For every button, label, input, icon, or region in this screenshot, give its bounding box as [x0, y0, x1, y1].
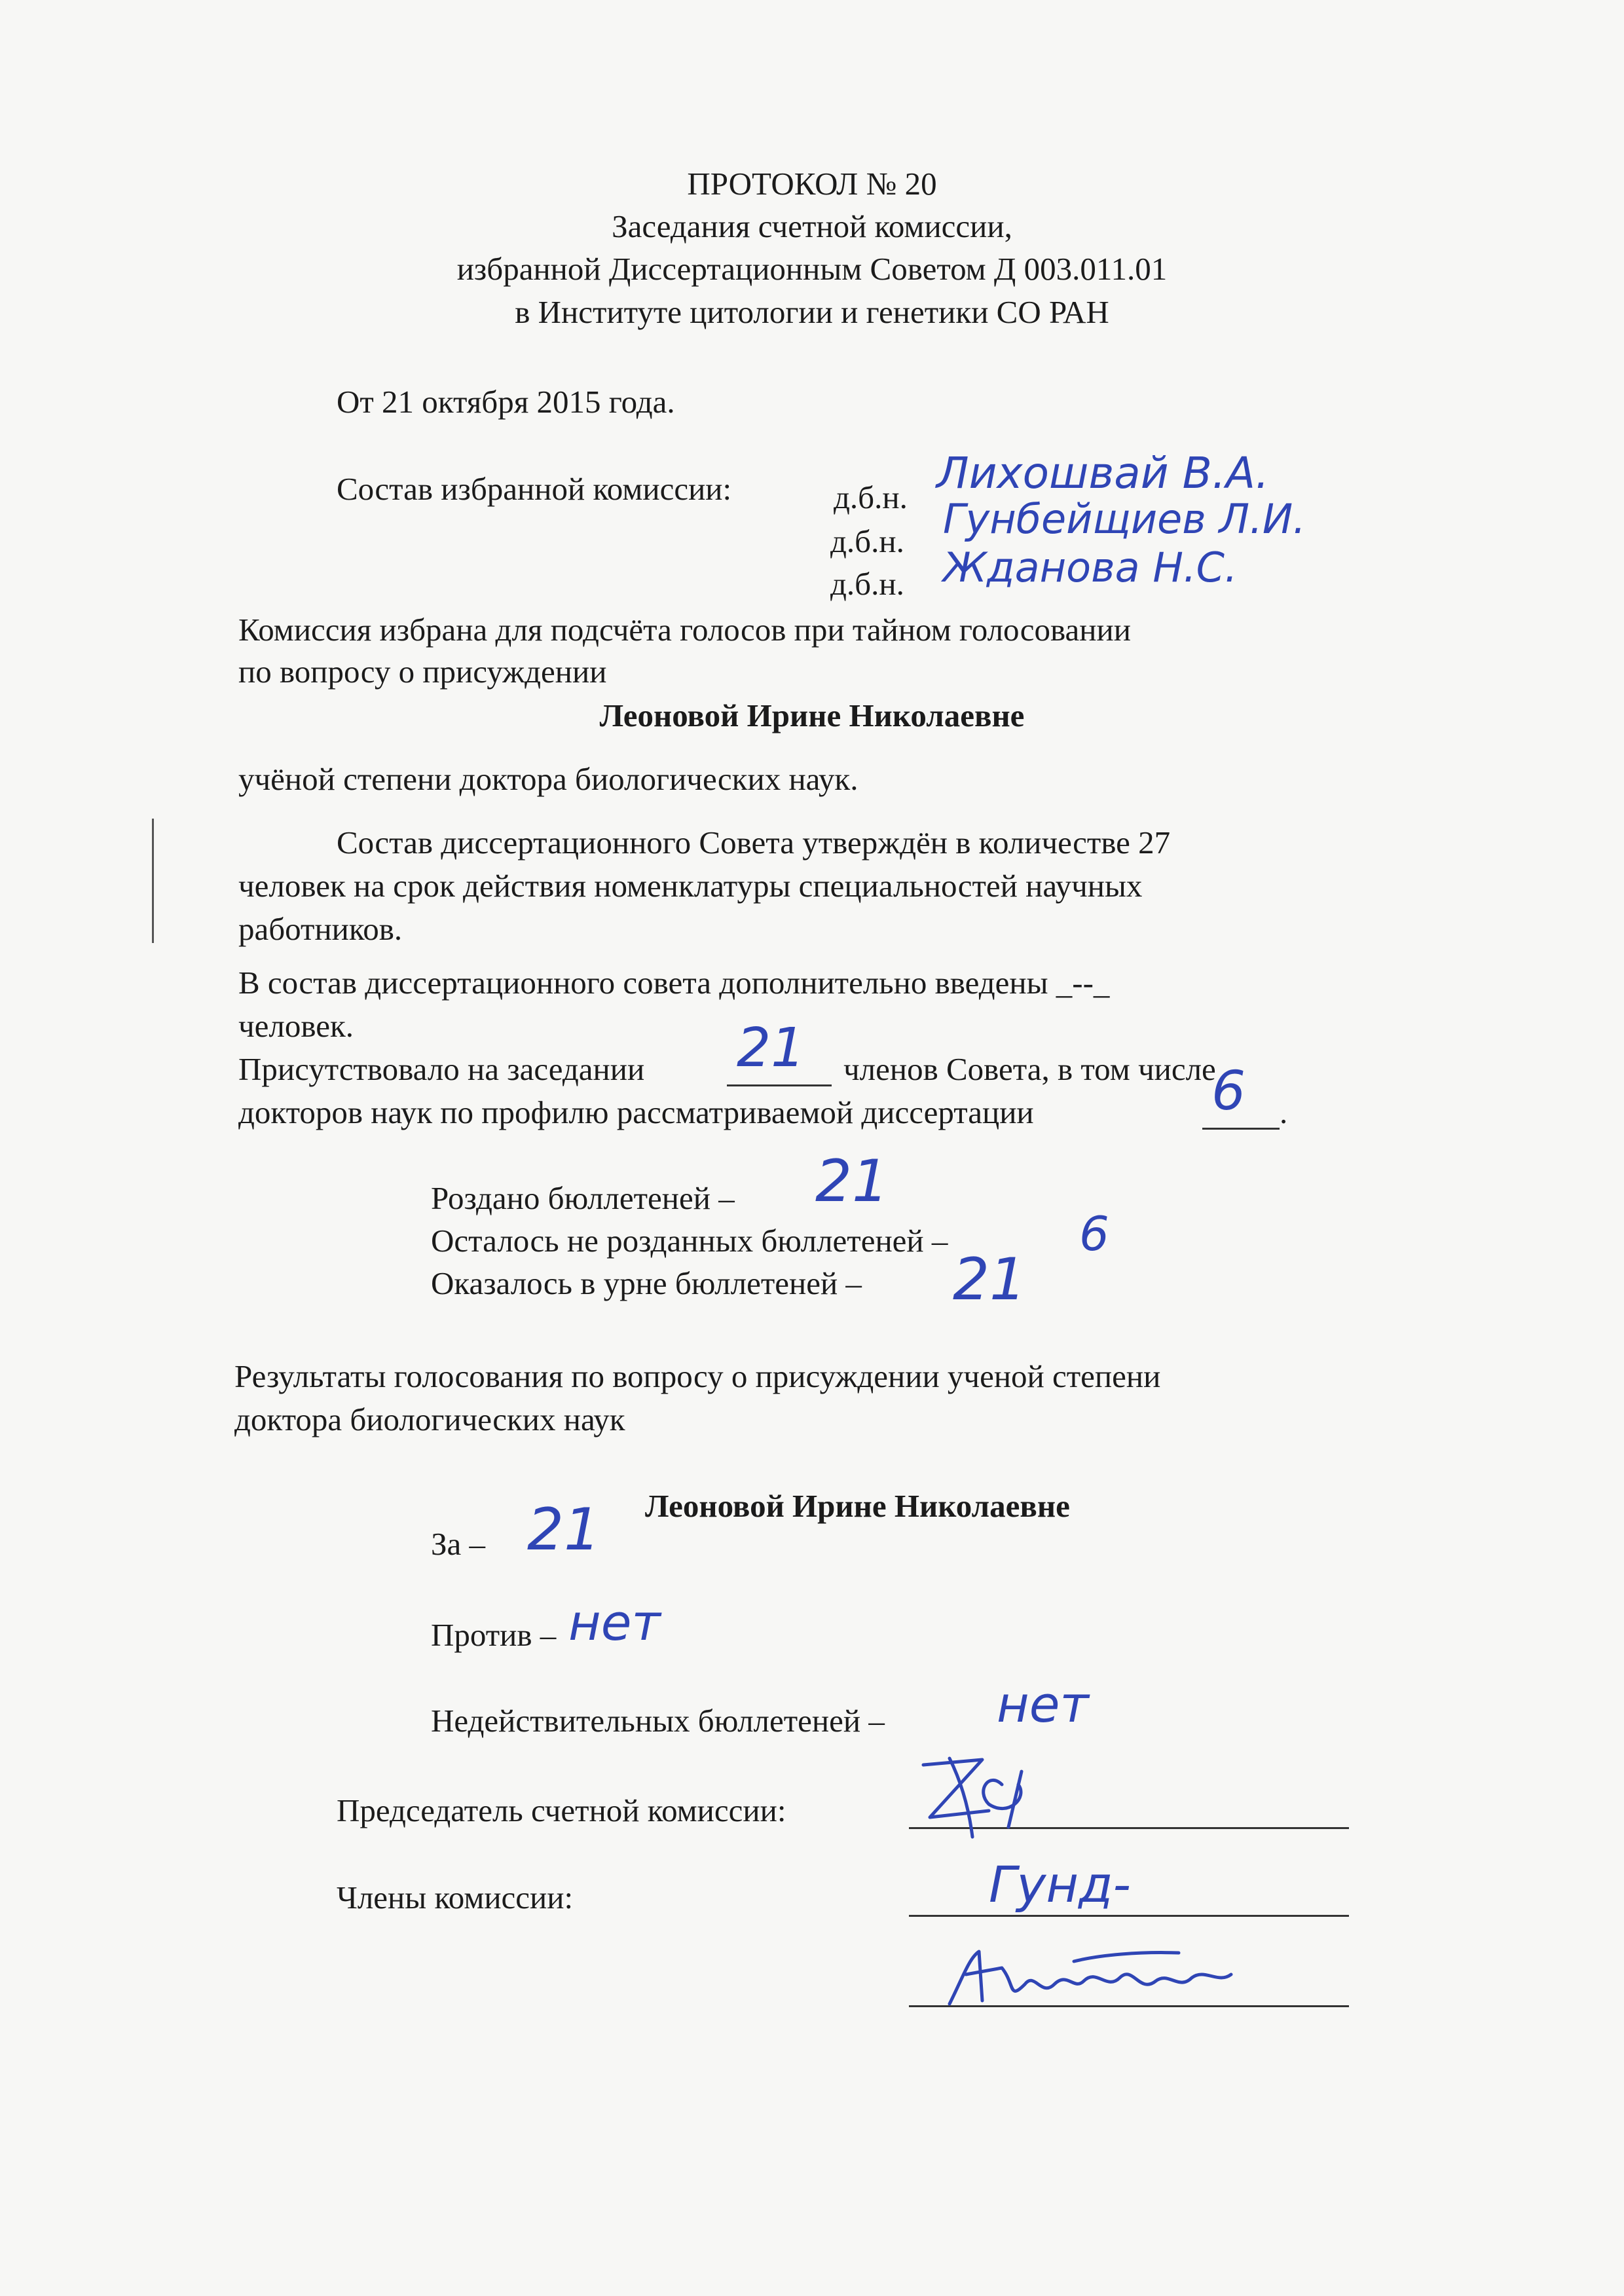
commission-label: Состав избранной комиссии:	[337, 471, 732, 507]
margin-mark	[152, 819, 154, 943]
institute-line: в Институте цитологии и генетики СО РАН	[515, 294, 1109, 330]
ballots-issued-value-handwritten: 21	[815, 1147, 889, 1215]
present-underline	[727, 1084, 832, 1086]
ballots-remaining-label: Осталось не розданных бюллетеней –	[431, 1223, 948, 1259]
purpose-line: по вопросу о присуждении	[238, 654, 607, 690]
member-signature-handwritten: Гунд-	[989, 1855, 1131, 1914]
doctors-label: докторов наук по профилю рассматриваемой диссертации	[238, 1094, 1034, 1130]
vote-for-value-handwritten: 21	[527, 1496, 600, 1563]
members-label: Члены комиссии:	[337, 1879, 574, 1916]
document-date: От 21 октября 2015 года.	[337, 384, 675, 420]
present-after: членов Совета, в том числе	[843, 1051, 1216, 1087]
present-label: Присутствовало на заседании	[238, 1051, 645, 1087]
commission-member-name-handwritten: Гунбейщиев Л.И.	[943, 495, 1306, 543]
invalid-ballots-label: Недействительных бюллетеней –	[431, 1703, 885, 1739]
present-value-handwritten: 21	[737, 1017, 805, 1079]
ballots-issued-label: Роздано бюллетеней –	[431, 1180, 735, 1216]
ballots-urn-label: Оказалось в урне бюллетеней –	[431, 1265, 862, 1301]
candidate-name: Леоновой Ирине Николаевне	[599, 697, 1025, 733]
commission-member-degree: д.б.н.	[830, 566, 904, 602]
results-line: Результаты голосования по вопросу о присуждении ученой степени	[234, 1358, 1161, 1394]
vote-against-value-handwritten: нет	[568, 1593, 661, 1652]
commission-member-degree: д.б.н.	[830, 523, 904, 559]
vote-against-label: Против –	[431, 1617, 557, 1653]
member-signature-line	[909, 1915, 1349, 1917]
document-title: ПРОТОКОЛ № 20	[687, 166, 937, 202]
results-candidate-name: Леоновой Ирине Николаевне	[645, 1488, 1070, 1524]
ballots-remaining-value-handwritten: 6	[1079, 1206, 1109, 1261]
commission-member-degree: д.б.н.	[834, 479, 908, 515]
council-line: избранной Диссертационным Советом Д 003.011.01	[456, 251, 1168, 287]
council-text: работников.	[238, 911, 403, 947]
council-text: человек на срок действия номенклатуры специальностей научных	[238, 868, 1143, 904]
commission-member-name-handwritten: Лихошвай В.А.	[936, 448, 1269, 498]
results-line: доктора биологических наук	[234, 1401, 625, 1437]
council-text: человек.	[238, 1008, 354, 1044]
invalid-ballots-value-handwritten: нет	[997, 1675, 1089, 1733]
member-signature	[943, 1938, 1283, 2017]
ballots-urn-value-handwritten: 21	[953, 1246, 1026, 1313]
degree-line: учёной степени доктора биологических наук.	[238, 761, 858, 797]
council-text: Состав диссертационного Совета утверждён в количестве 27	[337, 824, 1171, 861]
chair-signature	[910, 1745, 1080, 1843]
chair-label: Председатель счетной комиссии:	[337, 1792, 786, 1828]
doctors-after: .	[1280, 1094, 1288, 1130]
council-text: В состав диссертационного совета дополнительно введены _--_	[238, 965, 1110, 1001]
commission-member-name-handwritten: Жданова Н.С.	[943, 544, 1238, 591]
doctors-value-handwritten: 6	[1211, 1060, 1246, 1122]
purpose-line: Комиссия избрана для подсчёта голосов при тайном голосовании	[238, 612, 1131, 648]
doctors-underline	[1202, 1128, 1280, 1130]
vote-for-label: За –	[431, 1526, 486, 1562]
document-subtitle: Заседания счетной комиссии,	[612, 208, 1012, 244]
